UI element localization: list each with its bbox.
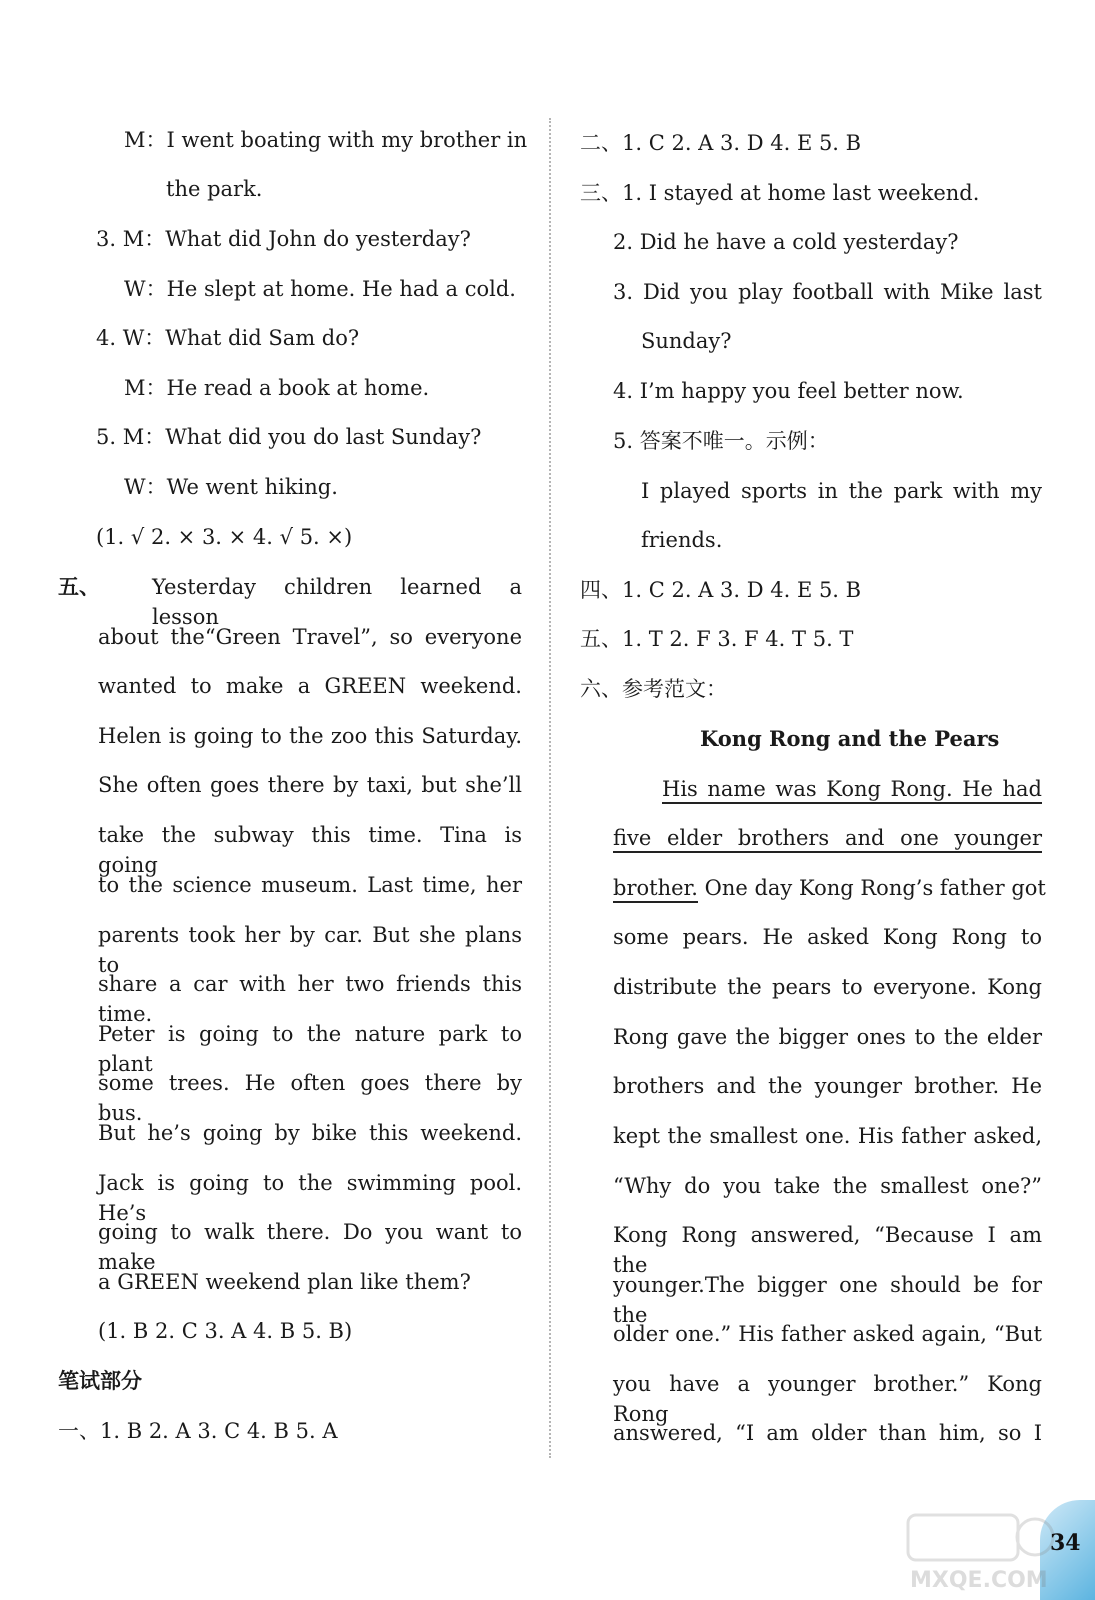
right-line-4: 3. Did you play football with Mike last — [613, 280, 1042, 304]
left-line-17: parents took her by car. But she plans to — [98, 923, 522, 977]
left-line-1: M：I went boating with my brother in — [124, 128, 528, 152]
left-line-14: She often goes there by taxi, but she’ll — [98, 773, 522, 797]
essay-line-8: kept the smallest one. His father asked, — [613, 1124, 1042, 1148]
underlined-text: brother. — [613, 876, 698, 903]
left-line-9: (1. √ 2. × 3. × 4. √ 5. ×) — [96, 525, 353, 549]
right-line-12: 六、参考范文： — [580, 677, 727, 701]
essay-line-2 — [613, 823, 1042, 853]
essay-line-3 — [613, 873, 1046, 903]
essay-line-13: you have a younger brother.” Kong Rong — [613, 1372, 1042, 1426]
essay-line-6: Rong gave the bigger ones to the elder — [613, 1025, 1042, 1049]
right-line-5: Sunday? — [641, 329, 732, 353]
left-line-21: But he’s going by bike this weekend. — [98, 1121, 522, 1145]
left-line-4: W：He slept at home. He had a cold. — [124, 277, 516, 301]
left-line-18: share a car with her two friends this time. — [98, 972, 522, 1026]
essay-line-1 — [662, 774, 1042, 804]
essay-line-7: brothers and the younger brother. He — [613, 1074, 1042, 1098]
left-line-22: Jack is going to the swimming pool. He’s — [98, 1171, 522, 1225]
right-line-6: 4. I’m happy you feel better now. — [613, 379, 964, 403]
column-divider — [549, 118, 551, 1458]
left-line-3: 3. M：What did John do yesterday? — [96, 227, 471, 251]
left-line-5: 4. W：What did Sam do? — [96, 326, 360, 350]
essay-line-10: Kong Rong answered, “Because I am the — [613, 1223, 1042, 1277]
essay-line-12: older one.” His father asked again, “But — [613, 1322, 1042, 1346]
left-line-23: going to walk there. Do you want to make — [98, 1220, 522, 1274]
left-line-8: W：We went hiking. — [124, 475, 338, 499]
essay-line-11: younger.The bigger one should be for the — [613, 1273, 1042, 1327]
left-line-11: about the“Green Travel”, so everyone — [98, 625, 522, 649]
right-line-8: I played sports in the park with my — [641, 479, 1042, 503]
essay-title: Kong Rong and the Pears — [700, 726, 1000, 751]
left-line-7: 5. M：What did you do last Sunday? — [96, 425, 482, 449]
underlined-text: His name was Kong Rong. He had — [662, 777, 1042, 804]
right-line-3: 2. Did he have a cold yesterday? — [613, 230, 959, 254]
left-line-25: (1. B 2. C 3. A 4. B 5. B) — [98, 1319, 353, 1343]
right-line-11: 五、1. T 2. F 3. F 4. T 5. T — [580, 627, 854, 651]
essay-line-9: “Why do you take the smallest one?” — [613, 1174, 1042, 1198]
written-part-heading: 笔试部分 — [58, 1368, 142, 1393]
left-line-15: take the subway this time. Tina is going — [98, 823, 522, 877]
watermark-text: MXQE.COM — [910, 1568, 1048, 1593]
right-line-9: friends. — [641, 528, 723, 552]
right-line-10: 四、1. C 2. A 3. D 4. E 5. B — [580, 578, 862, 602]
right-line-1: 二、1. C 2. A 3. D 4. E 5. B — [580, 131, 862, 155]
essay-line-14: answered, “I am older than him, so I — [613, 1421, 1042, 1445]
right-line-7: 5. 答案不唯一。示例： — [613, 429, 829, 453]
essay-line-4: some pears. He asked Kong Rong to — [613, 925, 1042, 949]
left-line-19: Peter is going to the nature park to plant — [98, 1022, 522, 1076]
essay-text: One day Kong Rong’s father got — [697, 876, 1046, 900]
section-label-5: 五、 — [58, 574, 100, 599]
watermark-logo — [900, 1505, 1060, 1595]
left-line-16: to the science museum. Last time, her — [98, 873, 522, 897]
left-line-12: wanted to make a GREEN weekend. — [98, 674, 522, 698]
essay-line-5: distribute the pears to everyone. Kong — [613, 975, 1042, 999]
left-line-27: 一、1. B 2. A 3. C 4. B 5. A — [58, 1419, 338, 1443]
left-line-6: M：He read a book at home. — [124, 376, 430, 400]
left-line-13: Helen is going to the zoo this Saturday. — [98, 724, 522, 748]
right-line-2: 三、1. I stayed at home last weekend. — [580, 181, 980, 205]
page-number: 34 — [1050, 1530, 1081, 1556]
left-line-24: a GREEN weekend plan like them? — [98, 1270, 471, 1294]
left-line-10: Yesterday children learned a lesson — [152, 575, 522, 629]
left-line-2: the park. — [166, 177, 263, 201]
left-line-20: some trees. He often goes there by bus. — [98, 1071, 522, 1125]
underlined-text: five elder brothers and one younger — [613, 826, 1042, 853]
